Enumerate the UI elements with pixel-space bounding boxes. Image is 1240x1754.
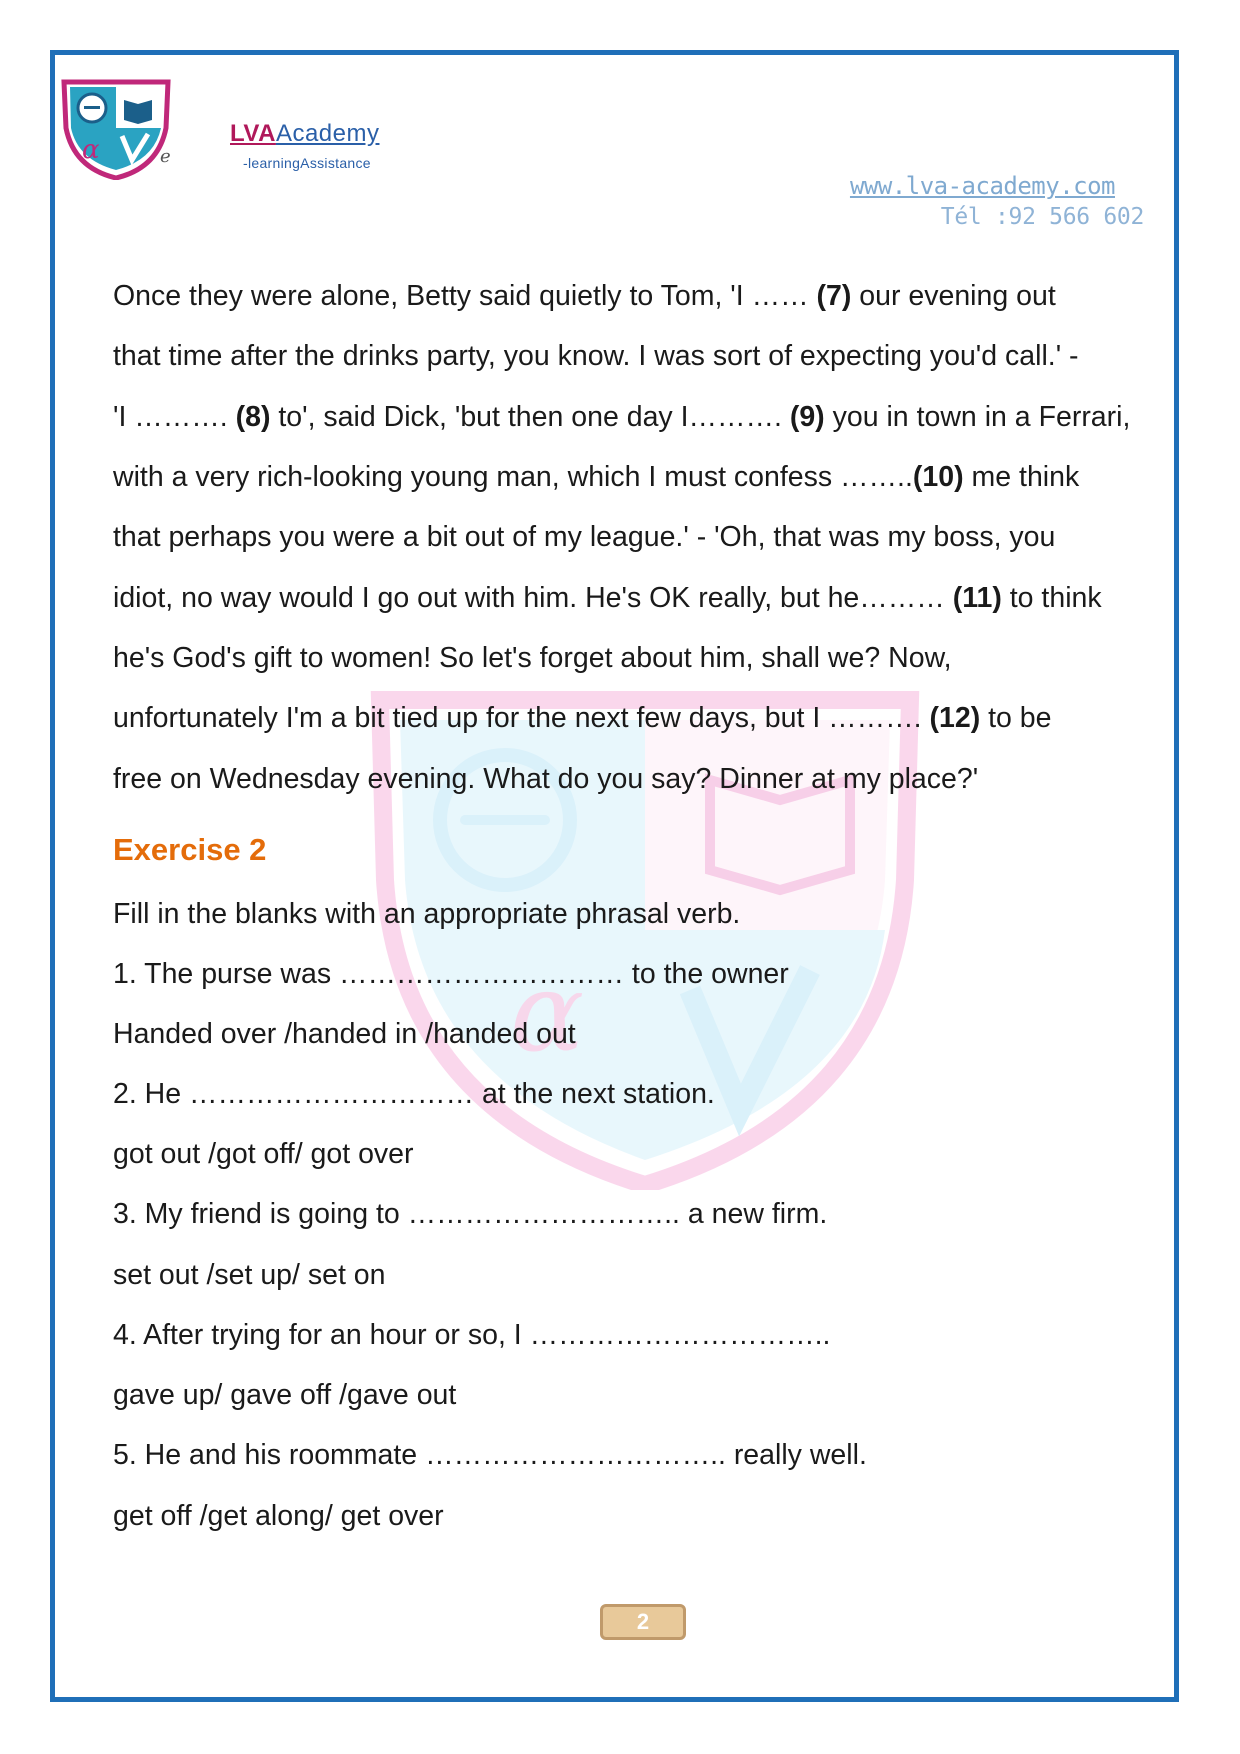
passage-line <box>113 644 952 673</box>
passage-text: our evening out <box>851 280 1056 312</box>
passage-text: that time after the drinks party, you know. I was sort of expecting you'd call.' - <box>113 340 1079 372</box>
lva-academy-logo <box>58 78 174 180</box>
passage-text: to think <box>1001 582 1102 614</box>
exercise-options-1: Handed over /handed in /handed out <box>113 1018 576 1050</box>
website-link[interactable]: www.lva-academy.com <box>849 172 1115 200</box>
exercise-question-5: 5. He and his roommate ………………………….. really well. <box>113 1439 867 1471</box>
passage-line <box>113 342 1079 371</box>
exercise-heading: Exercise 2 <box>113 832 267 867</box>
passage-text: me think <box>963 461 1080 493</box>
exercise-question-4: 4. After trying for an hour or so, I ………………………….. <box>113 1319 831 1351</box>
passage-text: with a very rich-looking young man, which I must confess …….. <box>113 461 913 493</box>
passage-text: he's God's gift to women! So let's forget about him, shall we? Now, <box>113 642 952 674</box>
passage-text: to be <box>980 702 1052 734</box>
logo-letter: e <box>160 146 171 167</box>
blank-number: (11) <box>952 582 1002 614</box>
page-number: 2 <box>600 1604 686 1640</box>
blank-number: (9) <box>789 401 825 433</box>
exercise-question-3: 3. My friend is going to ……………………….. a new firm. <box>113 1198 828 1230</box>
passage-text: 'I ………. <box>113 401 236 433</box>
exercise-options-5: get off /get along/ get over <box>113 1500 444 1532</box>
passage-line <box>113 403 1130 432</box>
svg-text:α: α <box>510 948 585 1076</box>
brand-name <box>230 120 379 148</box>
phone-number: Tél :92 566 602 <box>940 204 1144 230</box>
passage-line <box>113 704 1052 733</box>
exercise-options-3: set out /set up/ set on <box>113 1259 386 1291</box>
blank-number: (8) <box>235 401 271 433</box>
brand-academy: Academy <box>275 120 380 147</box>
passage-line <box>113 584 1102 613</box>
passage-text: Once they were alone, Betty said quietly to Tom, 'I …… <box>113 280 817 312</box>
brand-subtitle: -learningAssistance <box>243 155 371 171</box>
blank-number: (12) <box>929 702 981 734</box>
passage-line <box>113 765 978 794</box>
blank-number: (10) <box>912 461 964 493</box>
passage-text: that perhaps you were a bit out of my league.' - 'Oh, that was my boss, you <box>113 521 1056 553</box>
blank-number: (7) <box>816 280 852 312</box>
passage-text: you in town in a Ferrari, <box>824 401 1131 433</box>
exercise-options-4: gave up/ gave off /gave out <box>113 1379 457 1411</box>
passage-line <box>113 463 1079 492</box>
passage-text: free on Wednesday evening. What do you say? Dinner at my place?' <box>113 763 979 795</box>
brand-lva: LVA <box>230 120 276 147</box>
svg-text:α: α <box>82 135 100 165</box>
passage-text: unfortunately I'm a bit tied up for the next few days, but I ………. <box>113 702 930 734</box>
passage-text: idiot, no way would I go out with him. He's OK really, but he……… <box>113 582 953 614</box>
exercise-options-2: got out /got off/ got over <box>113 1138 414 1170</box>
exercise-question-2: 2. He ………………………… at the next station. <box>113 1078 715 1110</box>
passage-line <box>113 282 1056 311</box>
passage-line <box>113 523 1055 552</box>
exercise-question-1: 1. The purse was ………………………… to the owner <box>113 958 789 990</box>
exercise-instruction: Fill in the blanks with an appropriate phrasal verb. <box>113 898 741 930</box>
passage-text: to', said Dick, 'but then one day I………. <box>270 401 790 433</box>
